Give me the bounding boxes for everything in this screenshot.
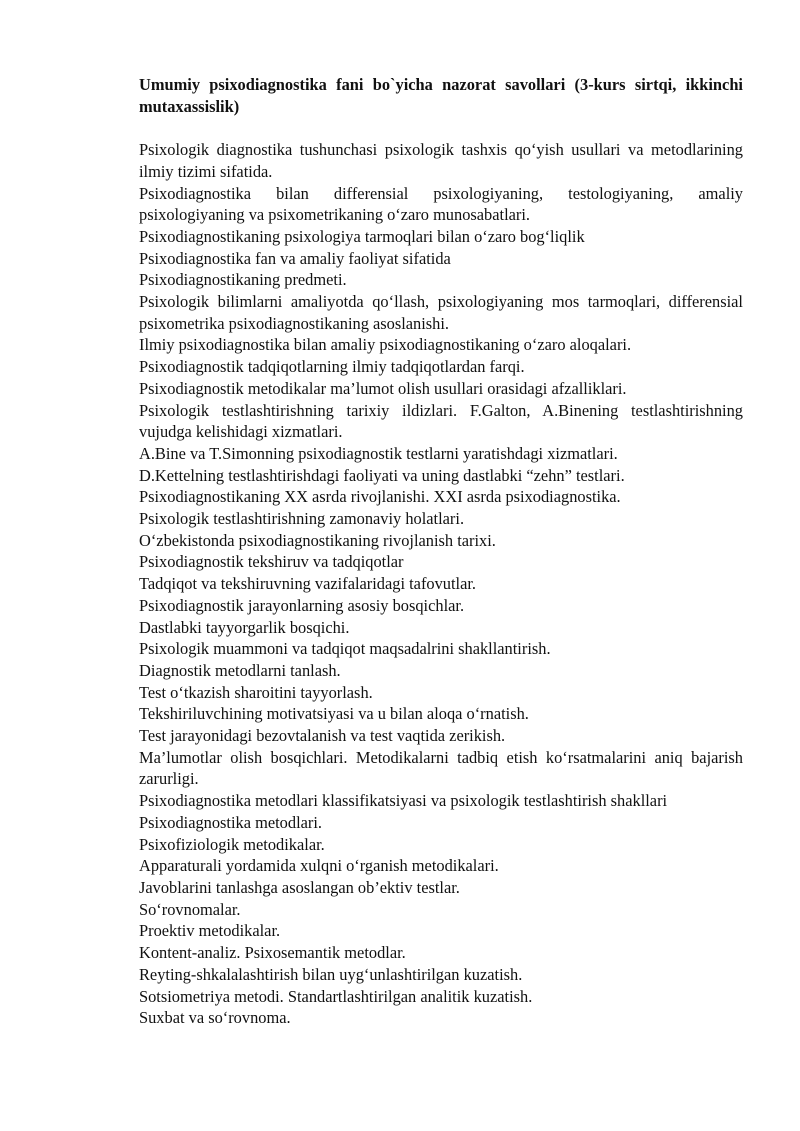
- question-item: Reyting-shkalalashtirish bilan uyg‘unlashtirilgan kuzatish.: [139, 964, 523, 984]
- question-item: So‘rovnomalar.: [139, 899, 241, 919]
- question-item: Psixologik testlashtirishning zamonaviy holatlari.: [139, 509, 465, 529]
- question-item: Psixodiagnostika fan va amaliy faoliyat sifatida: [139, 248, 451, 268]
- question-item: Psixologik testlashtirishning tarixiy ildizlari. F.Galton, A.Binening testlashtirishning vujudga kelishidagi xizmatlari.: [139, 400, 743, 442]
- question-item: Psixologik muammoni va tadqiqot maqsadalrini shakllantirish.: [139, 639, 551, 659]
- question-item: Dastlabki tayyorgarlik bosqichi.: [139, 617, 350, 637]
- question-item: Psixologik diagnostika tushunchasi psixologik tashxis qo‘yish usullari va metodlarining ilmiy tizimi sifatida.: [139, 140, 743, 181]
- question-item: Psixodiagnostikaning predmeti.: [139, 270, 347, 290]
- question-item: Ilmiy psixodiagnostika bilan amaliy psixodiagnostikaning o‘zaro aloqalari.: [139, 335, 632, 355]
- question-item: Psixodiagnostikaning XX asrda rivojlanishi. XXI asrda psixodiagnostika.: [139, 487, 621, 507]
- question-item: Psixodiagnostika metodlari.: [139, 812, 323, 832]
- question-item: Psixodiagnostik tekshiruv va tadqiqotlar: [139, 552, 404, 572]
- question-list: [139, 139, 743, 1029]
- question-item: Suxbat va so‘rovnoma.: [139, 1008, 291, 1028]
- question-item: A.Bine va T.Simonning psixodiagnostik testlarni yaratishdagi xizmatlari.: [139, 443, 618, 463]
- question-item: Psixodiagnostik tadqiqotlarning ilmiy tadqiqotlardan farqi.: [139, 357, 525, 377]
- question-item: Psixodiagnostikaning psixologiya tarmoqlari bilan o‘zaro bog‘liqlik: [139, 226, 585, 246]
- question-item: Psixodiagnostik metodikalar ma’lumot olish usullari orasidagi afzalliklari.: [139, 378, 627, 398]
- question-item: Psixodiagnostika metodlari klassifikatsiyasi va psixologik testlashtirish shakllari: [139, 791, 668, 811]
- question-item: Psixodiagnostik jarayonlarning asosiy bosqichlar.: [139, 595, 465, 615]
- question-item: D.Kettelning testlashtirishdagi faoliyati va uning dastlabki “zehn” testlari.: [139, 465, 625, 485]
- question-item: Ma’lumotlar olish bosqichlari. Metodikalarni tadbiq etish ko‘rsatmalarini aniq bajarish zarurligi.: [139, 747, 743, 789]
- question-item: Diagnostik metodlarni tanlash.: [139, 660, 341, 680]
- question-item: Tadqiqot va tekshiruvning vazifalaridagi tafovutlar.: [139, 574, 477, 594]
- question-item: Kontent-analiz. Psixosemantik metodlar.: [139, 943, 406, 963]
- question-item: Proektiv metodikalar.: [139, 921, 281, 941]
- question-item: Test o‘tkazish sharoitini tayyorlash.: [139, 682, 373, 702]
- question-item: Sotsiometriya metodi. Standartlashtirilgan analitik kuzatish.: [139, 986, 533, 1006]
- question-item: Apparaturali yordamida xulqni o‘rganish metodikalari.: [139, 856, 499, 876]
- question-item: Psixodiagnostika bilan differensial psixologiyaning, testologiyaning, amaliy psixologiyaning va psixometrikaning o‘zaro munosabatlari.: [139, 183, 743, 225]
- document-title: Umumiy psixodiagnostika fani bo`yicha nazorat savollari (3-kurs sirtqi, ikkinchi mutaxassislik): [139, 75, 743, 116]
- question-item: Psixofiziologik metodikalar.: [139, 834, 325, 854]
- question-item: Psixologik bilimlarni amaliyotda qo‘llash, psixologiyaning mos tarmoqlari, differensial psixometrika psixodiagnostikaning asoslanishi.: [139, 292, 743, 333]
- question-item: Tekshiriluvchining motivatsiyasi va u bilan aloqa o‘rnatish.: [139, 704, 529, 724]
- question-item: Javoblarini tanlashga asoslangan ob’ektiv testlar.: [139, 878, 460, 897]
- document-page: [139, 74, 743, 1029]
- question-item: O‘zbekistonda psixodiagnostikaning rivojlanish tarixi.: [139, 530, 496, 550]
- question-item: Test jarayonidagi bezovtalanish va test vaqtida zerikish.: [139, 726, 506, 746]
